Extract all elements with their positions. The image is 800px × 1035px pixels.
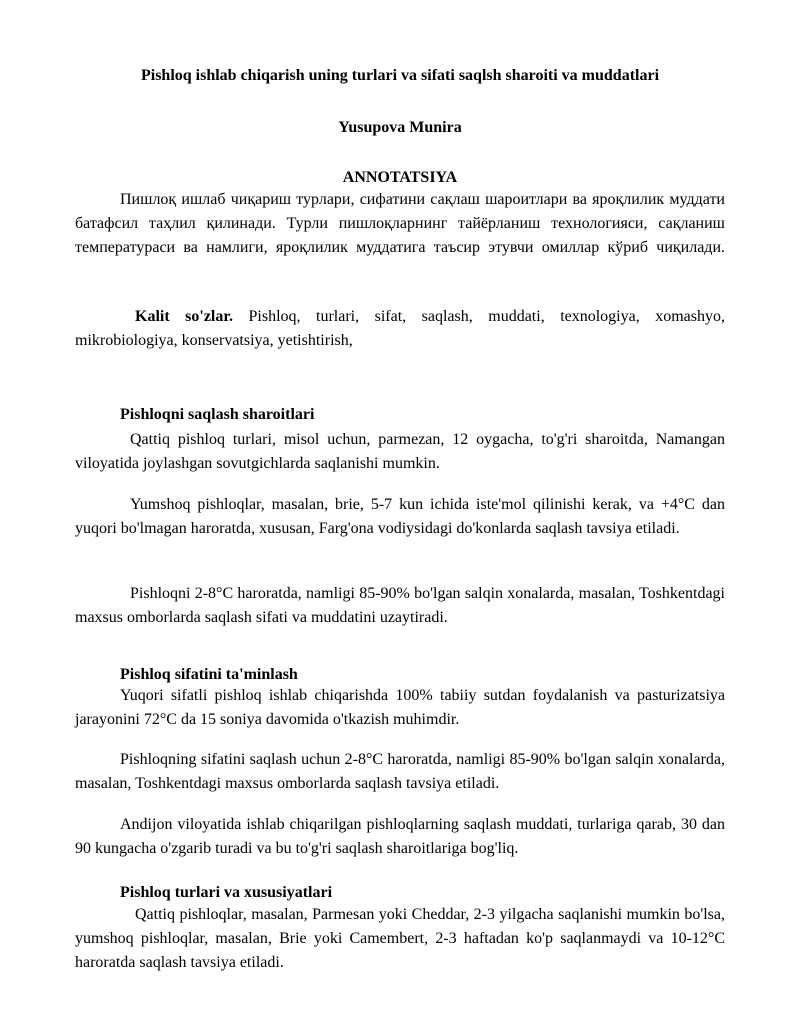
keywords-paragraph: [75, 305, 725, 353]
section-heading-storage-conditions: Pishloqni saqlash sharoitlari: [120, 406, 315, 423]
paragraph: Yuqori sifatli pishloq ishlab chiqarishda 100% tabiiy sutdan foydalanish va pasturizatsiya jarayonini 72°C da 15 soniya davomida o'tkazish muhimdir.: [75, 687, 725, 728]
section-heading-quality-assurance: Pishloq sifatini ta'minlash: [120, 666, 298, 683]
section-heading-cheese-types: Pishloq turlari va xususiyatlari: [120, 884, 333, 901]
paragraph: Yumshoq pishloqlar, masalan, brie, 5-7 kun ichida iste'mol qilinishi kerak, va +4°C dan yuqori bo'lmagan haroratda, xususan, Farg'ona vodiysidagi do'konlarda saqlash tavsiya etiladi.: [75, 496, 725, 537]
keywords-text: Pishloq, turlari, sifat, saqlash, muddati, texnologiya, xomashyo, mikrobiologiya, konservatsiya, yetishtirish,: [75, 308, 725, 349]
paragraph: Qattiq pishloqlar, masalan, Parmesan yoki Cheddar, 2-3 yilgacha saqlanishi mumkin bo'lsa, yumshoq pishloqlar, masalan, Brie yoki Camembert, 2-3 haftadan ko'p saqlanmaydi va 10-12°C haroratda saqlash tavsiya etiladi.: [75, 906, 725, 971]
keywords-label: Kalit so'zlar.: [135, 308, 234, 325]
author-name: Yusupova Munira: [338, 119, 462, 136]
annotation-paragraph: Пишлоқ ишлаб чиқариш турлари, сифатини сақлаш шароитлари ва яроқлилик муддати батафсил таҳлил қилинади. Турли пишлоқларнинг тайёрланиш технологияси, сақланиш температураси ва намлиги, яроқлилик муддатига таъсир этувчи омиллар кўриб чиқилади.: [75, 191, 725, 256]
paragraph: Qattiq pishloq turlari, misol uchun, parmezan, 12 oygacha, to'g'ri sharoitda, Namangan viloyatida joylashgan sovutgichlarda saqlanishi mumkin.: [75, 431, 725, 472]
annotation-heading: ANNOTATSIYA: [342, 169, 458, 186]
paragraph: Pishloqni 2-8°C haroratda, namligi 85-90% bo'lgan salqin xonalarda, masalan, Toshkentdagi maxsus omborlarda saqlash sifati va muddatini uzaytiradi.: [75, 585, 725, 626]
paragraph: Pishloqning sifatini saqlash uchun 2-8°C haroratda, namligi 85-90% bo'lgan salqin xonalarda, masalan, Toshkentdagi maxsus omborlarda saqlash tavsiya etiladi.: [75, 751, 725, 792]
paragraph: Andijon viloyatida ishlab chiqarilgan pishloqlarning saqlash muddati, turlariga qarab, 30 dan 90 kungacha o'zgarib turadi va bu to'g'ri saqlash sharoitlariga bog'liq.: [75, 816, 725, 857]
document-title: Pishloq ishlab chiqarish uning turlari va sifati saqlsh sharoiti va muddatlari: [140, 67, 660, 84]
